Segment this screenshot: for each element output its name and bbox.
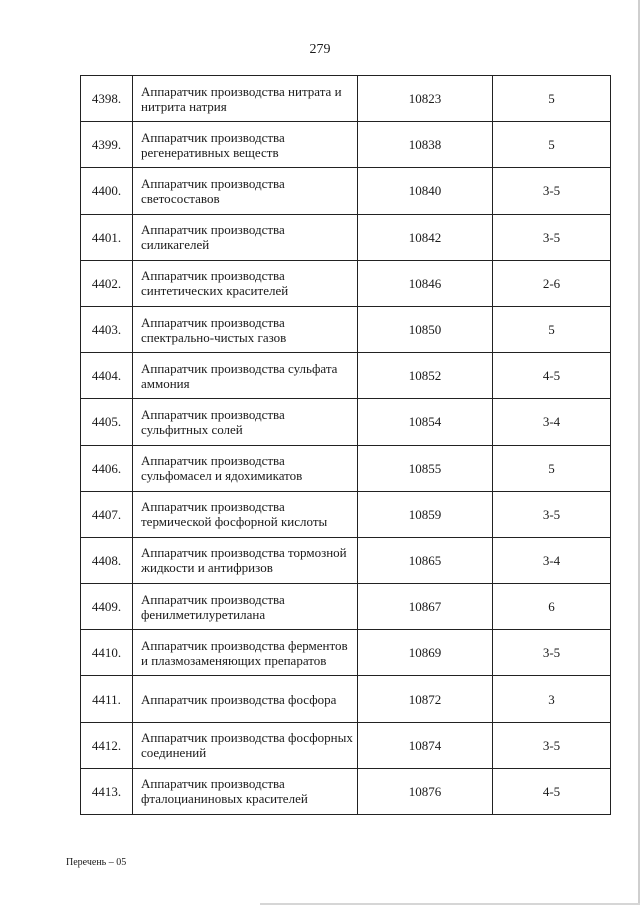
profession-name-cell: Аппаратчик производства ферментов и плазмозаменяющих препаратов [133,630,358,676]
row-number-cell: 4407. [81,491,133,537]
grade-range-cell: 5 [493,445,611,491]
grade-range-cell: 3-5 [493,491,611,537]
row-number-cell: 4408. [81,537,133,583]
profession-code-cell: 10872 [358,676,493,722]
grade-range-cell: 3-4 [493,537,611,583]
row-number-cell: 4411. [81,676,133,722]
profession-code-cell: 10859 [358,491,493,537]
profession-code-cell: 10846 [358,260,493,306]
profession-code-cell: 10876 [358,768,493,814]
profession-name-cell: Аппаратчик производства сульфомасел и ядохимикатов [133,445,358,491]
profession-code-cell: 10867 [358,584,493,630]
table-row [81,676,611,722]
table-row [81,537,611,583]
profession-name-cell: Аппаратчик производства спектрально-чистых газов [133,306,358,352]
grade-range-cell: 2-6 [493,260,611,306]
profession-name-cell: Аппаратчик производства нитрата и нитрита натрия [133,76,358,122]
row-number-cell: 4404. [81,353,133,399]
row-number-cell: 4401. [81,214,133,260]
profession-code-cell: 10842 [358,214,493,260]
profession-code-cell: 10838 [358,122,493,168]
table-row [81,491,611,537]
table-row [81,768,611,814]
grade-range-cell: 4-5 [493,353,611,399]
table-body [81,76,611,815]
profession-name-cell: Аппаратчик производства фенилметилуретилана [133,584,358,630]
profession-code-cell: 10869 [358,630,493,676]
grade-range-cell: 3-5 [493,630,611,676]
row-number-cell: 4409. [81,584,133,630]
row-number-cell: 4402. [81,260,133,306]
profession-name-cell: Аппаратчик производства силикагелей [133,214,358,260]
grade-range-cell: 5 [493,76,611,122]
row-number-cell: 4413. [81,768,133,814]
profession-code-cell: 10865 [358,537,493,583]
table-row [81,630,611,676]
table-row [81,353,611,399]
row-number-cell: 4410. [81,630,133,676]
row-number-cell: 4398. [81,76,133,122]
profession-code-cell: 10852 [358,353,493,399]
profession-name-cell: Аппаратчик производства термической фосфорной кислоты [133,491,358,537]
row-number-cell: 4399. [81,122,133,168]
grade-range-cell: 3-5 [493,722,611,768]
table-row [81,445,611,491]
grade-range-cell: 3-4 [493,399,611,445]
profession-name-cell: Аппаратчик производства сульфитных солей [133,399,358,445]
table-row [81,399,611,445]
profession-code-cell: 10854 [358,399,493,445]
grade-range-cell: 3-5 [493,168,611,214]
grade-range-cell: 6 [493,584,611,630]
table-row [81,260,611,306]
table-row [81,76,611,122]
table-row [81,168,611,214]
profession-table [80,75,611,815]
profession-code-cell: 10874 [358,722,493,768]
row-number-cell: 4403. [81,306,133,352]
profession-name-cell: Аппаратчик производства фталоцианиновых красителей [133,768,358,814]
profession-code-cell: 10850 [358,306,493,352]
table-row [81,584,611,630]
profession-name-cell: Аппаратчик производства фосфорных соединений [133,722,358,768]
table-row [81,122,611,168]
profession-code-cell: 10855 [358,445,493,491]
profession-name-cell: Аппаратчик производства тормозной жидкости и антифризов [133,537,358,583]
row-number-cell: 4400. [81,168,133,214]
footer-label: Перечень – 05 [66,857,127,868]
row-number-cell: 4405. [81,399,133,445]
profession-name-cell: Аппаратчик производства синтетических красителей [133,260,358,306]
page-number: 279 [309,42,331,57]
row-number-cell: 4412. [81,722,133,768]
grade-range-cell: 5 [493,306,611,352]
profession-name-cell: Аппаратчик производства фосфора [133,676,358,722]
profession-name-cell: Аппаратчик производства регенеративных веществ [133,122,358,168]
row-number-cell: 4406. [81,445,133,491]
profession-code-cell: 10823 [358,76,493,122]
profession-code-cell: 10840 [358,168,493,214]
profession-name-cell: Аппаратчик производства сульфата аммония [133,353,358,399]
grade-range-cell: 5 [493,122,611,168]
grade-range-cell: 4-5 [493,768,611,814]
table-row [81,722,611,768]
profession-name-cell: Аппаратчик производства светосоставов [133,168,358,214]
table-row [81,214,611,260]
grade-range-cell: 3 [493,676,611,722]
table-row [81,306,611,352]
grade-range-cell: 3-5 [493,214,611,260]
